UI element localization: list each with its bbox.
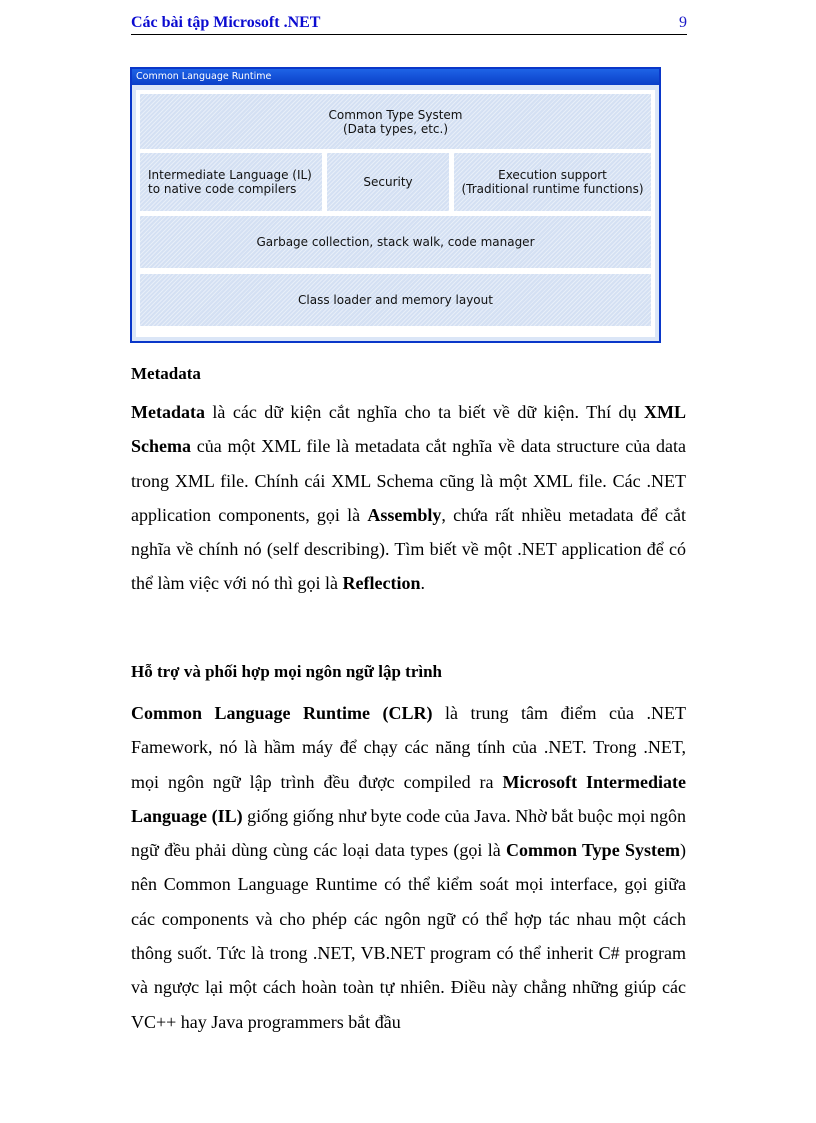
term-reflection: Reflection — [342, 573, 421, 594]
loader-label: Class loader and memory layout — [298, 293, 493, 307]
cts-line1: Common Type System — [328, 107, 463, 122]
cts-box — [140, 94, 651, 149]
page-number: 9 — [679, 14, 687, 31]
security-label: Security — [363, 175, 413, 189]
diagram-body — [136, 90, 655, 337]
clr-diagram — [130, 67, 661, 343]
diagram-title-bar: Common Language Runtime — [132, 69, 659, 85]
cts-line2: (Data types, etc.) — [342, 121, 449, 136]
exec-line1: Execution support — [498, 168, 607, 182]
term-assembly: Assembly — [367, 504, 442, 525]
il-line2: to native code compilers — [148, 182, 297, 196]
garbage-collection-box — [140, 216, 651, 268]
il-compiler-box — [140, 153, 322, 211]
language-support-heading: Hỗ trợ và phối hợp mọi ngôn ngữ lập trình — [131, 662, 443, 681]
metadata-text-3: , chứa rất nhiều metadata để cắt nghĩa về chính nó (self describing). Tìm biết về một .NET application để có thể làm việc với nó thì gọi là — [131, 504, 686, 594]
metadata-text-4: . — [420, 573, 425, 594]
header-title: Các bài tập Microsoft .NET — [131, 14, 321, 31]
security-box — [327, 153, 449, 211]
execution-support-box — [454, 153, 651, 211]
term-metadata: Metadata — [131, 402, 205, 422]
term-clr: Common Language Runtime (CLR) — [131, 703, 433, 723]
clr-text-2: giống giống như byte code của Java. Nhờ bắt buộc mọi ngôn ngữ đều phải dùng cùng các loại data types (gọi là — [131, 805, 687, 861]
page-header — [131, 14, 687, 35]
term-msil: Microsoft Intermediate Language (IL) — [131, 771, 686, 826]
clr-paragraph — [131, 696, 686, 1039]
metadata-text-2: của một XML file là metadata cắt nghĩa về data structure của data trong XML file. Chính cái XML Schema cũng là một XML file. Các .NET application components, gọi là — [131, 436, 686, 525]
metadata-heading: Metadata — [131, 364, 201, 383]
term-cts: Common Type System — [506, 840, 680, 861]
class-loader-box — [140, 274, 651, 326]
clr-text-1: là trung tâm điểm của .NET Famework, nó là hầm máy để chạy các năng tính của .NET. Trong .NET, mọi ngôn ngữ lập trình đều được compiled ra — [131, 703, 686, 792]
clr-text-3: ) nên Common Language Runtime có thể kiểm soát mọi interface, gọi giữa các components và cho phép các ngôn ngữ có thể hợp tác nhau một cách thông suốt. Tức là trong .NET, VB.NET program có thể inherit C# program và ngược lại một cách hoàn toàn tự nhiên. Điều này chẳng những giúp các VC++ hay Java programmers bắt đầu — [131, 840, 686, 1032]
exec-line2: (Traditional runtime functions) — [461, 182, 644, 196]
il-line1: Intermediate Language (IL) — [148, 168, 312, 182]
gc-label: Garbage collection, stack walk, code manager — [256, 235, 535, 249]
metadata-paragraph — [131, 395, 686, 601]
metadata-text-1: là các dữ kiện cắt nghĩa cho ta biết về dữ kiện. Thí dụ — [204, 402, 644, 422]
term-xml-schema: XML Schema — [131, 402, 686, 457]
